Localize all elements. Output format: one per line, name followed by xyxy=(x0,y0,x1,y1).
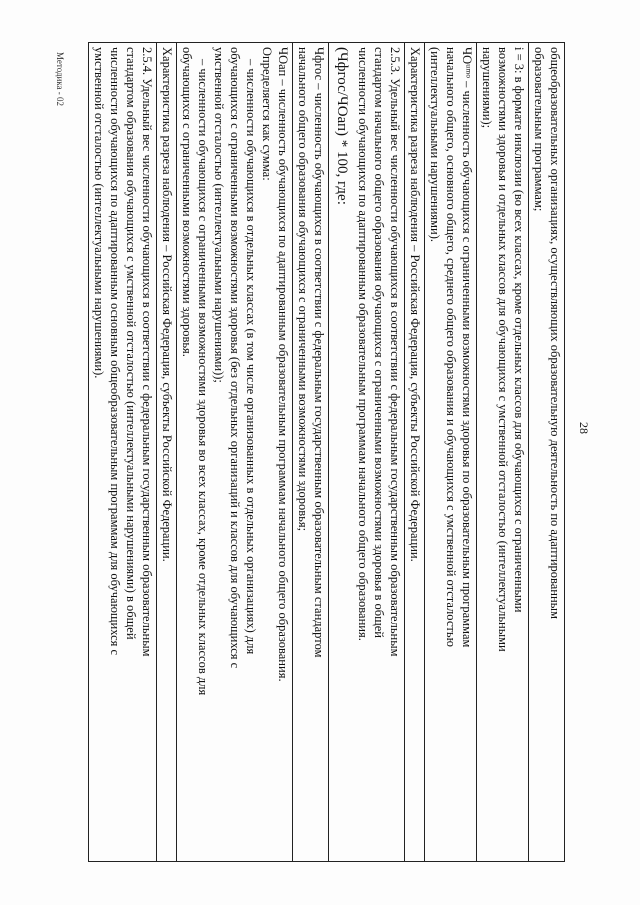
text-line: обучающихся с ограниченными возможностями здоровья. xyxy=(180,47,194,357)
table-row xyxy=(405,43,425,862)
text-line: начального общего, основного общего, среднего общего образования и обучающихся с умственной отсталостью xyxy=(444,47,458,647)
table-row xyxy=(425,43,477,862)
text-line: – численности обучающихся с ограниченными возможностями здоровья во всех классах, кроме отдельных классов для xyxy=(196,59,210,696)
text-line: обучающихся с ограниченными возможностями здоровья (без отдельных организаций и классов для обучающихся с xyxy=(228,47,242,669)
table-cell xyxy=(89,43,157,862)
table-row xyxy=(477,43,529,862)
table-cell xyxy=(293,43,329,862)
rotated-content xyxy=(55,42,595,862)
table-row xyxy=(529,43,565,862)
methodology-table xyxy=(88,42,565,862)
table-row xyxy=(293,43,329,862)
table-row xyxy=(157,43,177,862)
text-line: умственной отсталостью (интеллектуальными нарушениями)); xyxy=(212,47,226,383)
text-line: стандартом начального общего образования обучающихся с ограниченными возможностями здоровья в общей xyxy=(372,47,386,638)
text-line: начального общего образования обучающихся с ограниченными возможностями здоровья; xyxy=(296,47,310,532)
table-cell xyxy=(477,43,529,862)
formula: (Чфгос/ЧОап) * 100, где: xyxy=(334,47,350,205)
table-cell xyxy=(177,43,293,862)
text-line: ЧОᵘᵐᵒ – численность обучающихся с ограниченными возможностями здоровья по образовательным программам xyxy=(460,47,474,648)
footer-label: Методика - 02 xyxy=(55,52,65,107)
text-line: образовательным программам; xyxy=(532,47,546,212)
text-line: 2.5.3. Удельный вес численности обучающихся в соответствии с федеральным государственным образовательным xyxy=(388,47,402,657)
text-line: Чфгос – численность обучающихся в соответствии с федеральным государственным образовательным стандартом xyxy=(312,47,326,658)
text-line: 2.5.4. Удельный вес численности обучающихся в соответствии с федеральным государственным образовательным xyxy=(140,47,154,657)
table-row xyxy=(177,43,293,862)
text-line: i = 3: в формате инклюзии (во всех классах, кроме отдельных классов для обучающихся с ограниченными xyxy=(512,47,526,613)
table-cell xyxy=(405,43,425,862)
text-line: стандартом образования обучающихся с умственной отсталостью (интеллектуальными нарушениями) в общей xyxy=(124,47,138,640)
table-cell xyxy=(529,43,565,862)
text-line: общеобразовательных организациях, осуществляющих образовательную деятельность по адаптированным xyxy=(548,47,562,619)
text-line: численности обучающихся по адаптированным основным общеобразовательным программам для обучающихся с xyxy=(108,47,122,656)
text-line: Характеристика разреза наблюдения – Российская Федерация, субъекты Российской Федерации. xyxy=(408,47,422,562)
text-line: – численности обучающихся в отдельных классах (в том числе организованных в отдельных организациях) для xyxy=(244,59,258,655)
text-line: умственной отсталостью (интеллектуальными нарушениями). xyxy=(92,47,106,379)
table-row xyxy=(329,43,405,862)
text-line: численности обучающихся по адаптированным образовательным программам начального общего образования. xyxy=(356,47,370,641)
text-line: ЧОап – численность обучающихся по адаптированным образовательным программам начального общего образования. xyxy=(276,47,290,682)
table-cell xyxy=(329,43,405,862)
text-line: Характеристика разреза наблюдения – Российская Федерация, субъекты Российской Федерации. xyxy=(160,47,174,562)
page-number: 28 xyxy=(577,422,591,434)
text-line: Определяется как сумма: xyxy=(260,47,274,181)
table-cell xyxy=(157,43,177,862)
table-cell xyxy=(425,43,477,862)
text-line: (интеллектуальными нарушениями). xyxy=(428,47,442,243)
text-line: нарушениями); xyxy=(480,47,494,129)
table-row xyxy=(89,43,157,862)
text-line: возможностями здоровья и отдельных классов для обучающихся с умственной отсталостью (интеллектуальными xyxy=(496,47,510,652)
